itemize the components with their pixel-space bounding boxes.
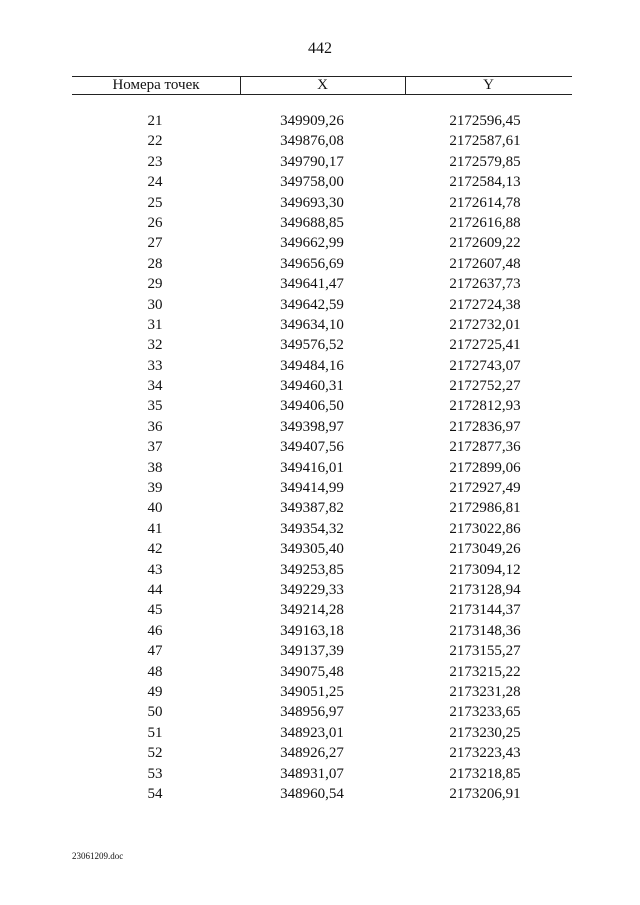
point-number-cell: 26 bbox=[147, 214, 163, 231]
table-row bbox=[0, 743, 640, 763]
table-row bbox=[0, 274, 640, 294]
x-coordinate-cell: 349354,32 bbox=[280, 520, 344, 537]
y-coordinate-cell: 2172587,61 bbox=[449, 133, 521, 150]
table-row bbox=[0, 396, 640, 416]
point-number-cell: 36 bbox=[147, 418, 163, 435]
column-header-point-number: Номера точек bbox=[112, 77, 200, 93]
point-number-cell: 33 bbox=[147, 357, 163, 374]
y-coordinate-cell: 2172986,81 bbox=[449, 500, 521, 517]
x-coordinate-cell: 349305,40 bbox=[280, 541, 344, 558]
x-coordinate-cell: 348923,01 bbox=[280, 724, 344, 741]
column-header-y: Y bbox=[483, 77, 494, 93]
x-coordinate-cell: 349460,31 bbox=[280, 378, 344, 395]
point-number-cell: 44 bbox=[147, 581, 163, 598]
page-number: 442 bbox=[308, 40, 332, 57]
point-number-cell: 31 bbox=[147, 316, 163, 333]
y-coordinate-cell: 2173049,26 bbox=[449, 541, 521, 558]
table-header-bottom-rule bbox=[72, 94, 572, 95]
y-coordinate-cell: 2173223,43 bbox=[449, 745, 521, 762]
x-coordinate-cell: 349484,16 bbox=[280, 357, 344, 374]
x-coordinate-cell: 349075,48 bbox=[280, 663, 344, 680]
point-number-cell: 42 bbox=[147, 541, 163, 558]
table-row bbox=[0, 702, 640, 722]
table-row bbox=[0, 682, 640, 702]
footer-filename: 23061209.doc bbox=[72, 851, 124, 861]
point-number-cell: 51 bbox=[147, 724, 163, 741]
table-row bbox=[0, 539, 640, 559]
y-coordinate-cell: 2173206,91 bbox=[449, 785, 521, 802]
y-coordinate-cell: 2173094,12 bbox=[449, 561, 521, 578]
table-row bbox=[0, 764, 640, 784]
y-coordinate-cell: 2172812,93 bbox=[449, 398, 521, 415]
x-coordinate-cell: 348960,54 bbox=[280, 785, 344, 802]
table-row bbox=[0, 560, 640, 580]
point-number-cell: 46 bbox=[147, 622, 163, 639]
y-coordinate-cell: 2172836,97 bbox=[449, 418, 521, 435]
point-number-cell: 54 bbox=[147, 785, 163, 802]
point-number-cell: 28 bbox=[147, 255, 163, 272]
x-coordinate-cell: 349214,28 bbox=[280, 602, 344, 619]
y-coordinate-cell: 2173230,25 bbox=[449, 724, 521, 741]
y-coordinate-cell: 2173128,94 bbox=[449, 581, 521, 598]
table-row bbox=[0, 600, 640, 620]
x-coordinate-cell: 349416,01 bbox=[280, 459, 344, 476]
table-row bbox=[0, 621, 640, 641]
point-number-cell: 27 bbox=[147, 235, 163, 252]
x-coordinate-cell: 349662,99 bbox=[280, 235, 344, 252]
x-coordinate-cell: 349407,56 bbox=[280, 439, 344, 456]
table-row bbox=[0, 376, 640, 396]
point-number-cell: 45 bbox=[147, 602, 163, 619]
x-coordinate-cell: 349137,39 bbox=[280, 643, 344, 660]
table-row bbox=[0, 131, 640, 151]
table-row bbox=[0, 213, 640, 233]
x-coordinate-cell: 349253,85 bbox=[280, 561, 344, 578]
table-row bbox=[0, 437, 640, 457]
y-coordinate-cell: 2173155,27 bbox=[449, 643, 521, 660]
x-coordinate-cell: 349876,08 bbox=[280, 133, 344, 150]
y-coordinate-cell: 2172614,78 bbox=[449, 194, 521, 211]
y-coordinate-cell: 2173233,65 bbox=[449, 704, 521, 721]
x-coordinate-cell: 349398,97 bbox=[280, 418, 344, 435]
table-row bbox=[0, 335, 640, 355]
table-row bbox=[0, 152, 640, 172]
point-number-cell: 47 bbox=[147, 643, 163, 660]
table-row bbox=[0, 254, 640, 274]
y-coordinate-cell: 2172584,13 bbox=[449, 174, 521, 191]
point-number-cell: 34 bbox=[147, 378, 163, 395]
y-coordinate-cell: 2172616,88 bbox=[449, 214, 521, 231]
x-coordinate-cell: 349229,33 bbox=[280, 581, 344, 598]
x-coordinate-cell: 349387,82 bbox=[280, 500, 344, 517]
point-number-cell: 50 bbox=[147, 704, 163, 721]
table-row bbox=[0, 784, 640, 804]
point-number-cell: 48 bbox=[147, 663, 163, 680]
y-coordinate-cell: 2173231,28 bbox=[449, 683, 521, 700]
point-number-cell: 25 bbox=[147, 194, 163, 211]
y-coordinate-cell: 2172743,07 bbox=[449, 357, 521, 374]
point-number-cell: 21 bbox=[147, 113, 163, 129]
table-row bbox=[0, 417, 640, 437]
point-number-cell: 23 bbox=[147, 153, 163, 170]
y-coordinate-cell: 2172899,06 bbox=[449, 459, 521, 476]
y-coordinate-cell: 2172725,41 bbox=[449, 337, 521, 354]
point-number-cell: 40 bbox=[147, 500, 163, 517]
point-number-cell: 29 bbox=[147, 276, 163, 293]
y-coordinate-cell: 2173022,86 bbox=[449, 520, 521, 537]
table-row bbox=[0, 498, 640, 518]
y-coordinate-cell: 2172752,27 bbox=[449, 378, 521, 395]
table-row bbox=[0, 111, 640, 131]
y-coordinate-cell: 2173144,37 bbox=[449, 602, 521, 619]
x-coordinate-cell: 349634,10 bbox=[280, 316, 344, 333]
y-coordinate-cell: 2173218,85 bbox=[449, 765, 521, 782]
y-coordinate-cell: 2172609,22 bbox=[449, 235, 521, 252]
table-row bbox=[0, 295, 640, 315]
y-coordinate-cell: 2172579,85 bbox=[449, 153, 521, 170]
table-row bbox=[0, 233, 640, 253]
point-number-cell: 30 bbox=[147, 296, 163, 313]
point-number-cell: 43 bbox=[147, 561, 163, 578]
x-coordinate-cell: 349758,00 bbox=[280, 174, 344, 191]
point-number-cell: 32 bbox=[147, 337, 163, 354]
coordinates-table-body bbox=[0, 111, 640, 804]
y-coordinate-cell: 2172596,45 bbox=[449, 113, 521, 129]
x-coordinate-cell: 349656,69 bbox=[280, 255, 344, 272]
column-header-x: X bbox=[317, 77, 328, 93]
point-number-cell: 41 bbox=[147, 520, 163, 537]
table-row bbox=[0, 172, 640, 192]
x-coordinate-cell: 349051,25 bbox=[280, 683, 344, 700]
x-coordinate-cell: 349414,99 bbox=[280, 480, 344, 497]
x-coordinate-cell: 349909,26 bbox=[280, 113, 344, 129]
x-coordinate-cell: 349163,18 bbox=[280, 622, 344, 639]
table-row bbox=[0, 193, 640, 213]
table-row bbox=[0, 519, 640, 539]
table-row bbox=[0, 580, 640, 600]
y-coordinate-cell: 2172607,48 bbox=[449, 255, 521, 272]
table-row bbox=[0, 458, 640, 478]
y-coordinate-cell: 2172637,73 bbox=[449, 276, 521, 293]
x-coordinate-cell: 348926,27 bbox=[280, 745, 344, 762]
table-row bbox=[0, 315, 640, 335]
table-row bbox=[0, 723, 640, 743]
y-coordinate-cell: 2172732,01 bbox=[449, 316, 521, 333]
y-coordinate-cell: 2172877,36 bbox=[449, 439, 521, 456]
point-number-cell: 38 bbox=[147, 459, 163, 476]
x-coordinate-cell: 349576,52 bbox=[280, 337, 344, 354]
x-coordinate-cell: 348931,07 bbox=[280, 765, 344, 782]
table-row bbox=[0, 641, 640, 661]
table-row bbox=[0, 662, 640, 682]
point-number-cell: 52 bbox=[147, 745, 163, 762]
point-number-cell: 22 bbox=[147, 133, 163, 150]
x-coordinate-cell: 349406,50 bbox=[280, 398, 344, 415]
x-coordinate-cell: 349790,17 bbox=[280, 153, 344, 170]
x-coordinate-cell: 349688,85 bbox=[280, 214, 344, 231]
point-number-cell: 39 bbox=[147, 480, 163, 497]
point-number-cell: 37 bbox=[147, 439, 163, 456]
y-coordinate-cell: 2172927,49 bbox=[449, 480, 521, 497]
y-coordinate-cell: 2173148,36 bbox=[449, 622, 521, 639]
table-row bbox=[0, 478, 640, 498]
point-number-cell: 49 bbox=[147, 683, 163, 700]
x-coordinate-cell: 349641,47 bbox=[280, 276, 344, 293]
y-coordinate-cell: 2173215,22 bbox=[449, 663, 521, 680]
point-number-cell: 24 bbox=[147, 174, 163, 191]
y-coordinate-cell: 2172724,38 bbox=[449, 296, 521, 313]
x-coordinate-cell: 349693,30 bbox=[280, 194, 344, 211]
table-row bbox=[0, 356, 640, 376]
x-coordinate-cell: 349642,59 bbox=[280, 296, 344, 313]
point-number-cell: 53 bbox=[147, 765, 163, 782]
point-number-cell: 35 bbox=[147, 398, 163, 415]
x-coordinate-cell: 348956,97 bbox=[280, 704, 344, 721]
